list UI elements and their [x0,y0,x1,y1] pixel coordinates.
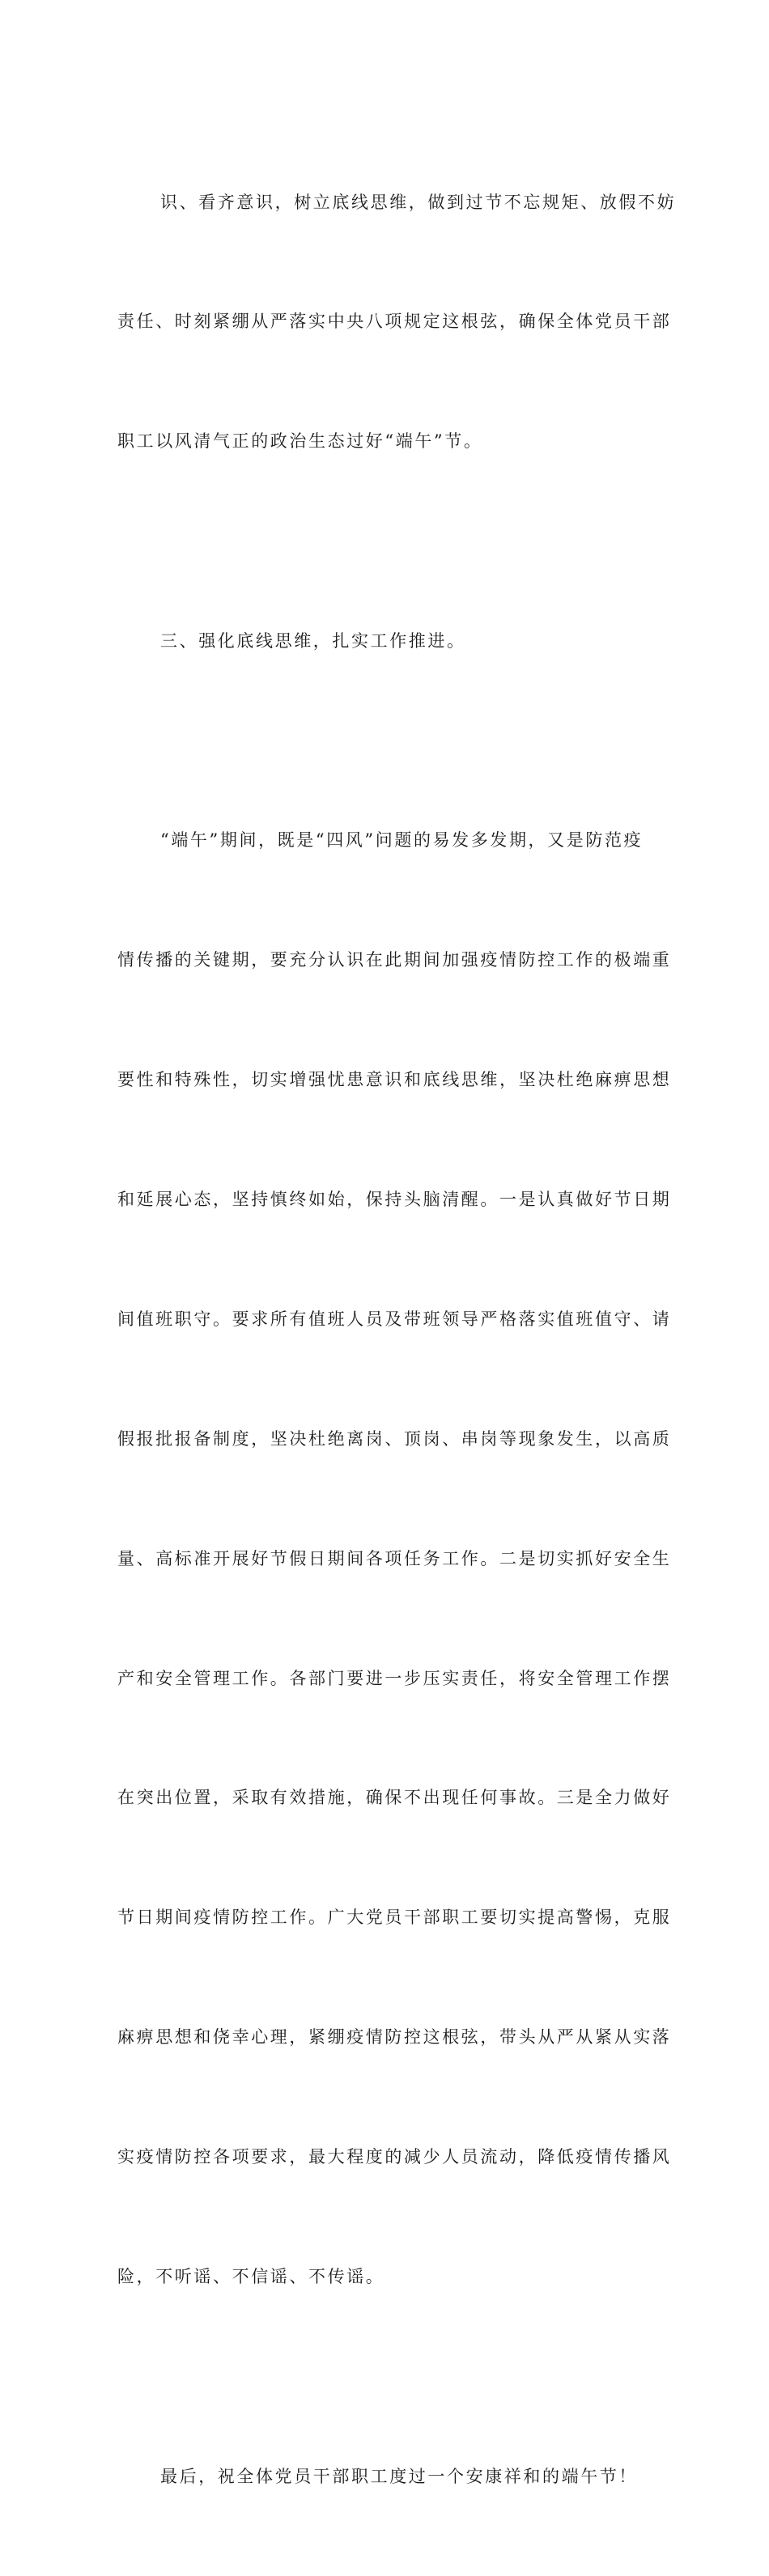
paragraph-body [117,741,672,2377]
text-line: 和延展心态，坚持慎终如始，保持头脑清醒。一是认真做好节日期 [117,1190,672,1210]
text-line: 职工以风清气正的政治生态过好“端午”节。 [117,431,483,452]
document-body [117,103,677,2576]
text-line: 险，不听谣、不信谣、不传谣。 [117,2267,385,2287]
text-line: 假报批报备制度，坚决杜绝离岗、顶岗、串岗等现象发生，以高质 [117,1428,672,1449]
section-heading [117,541,652,741]
closing-paragraph [117,2377,652,2576]
text-line: 责任、时刻紧绷从严落实中央八项规定这根弦，确保全体党员干部 [117,312,672,332]
text-line: 最后，祝全体党员干部职工度过一个安康祥和的端午节！ [160,2466,638,2486]
text-line: 识、看齐意识，树立底线思维，做到过节不忘规矩、放假不妨 [160,192,677,212]
text-line: 麻痹思想和侥幸心理，紧绷疫情防控这根弦，带头从严从紧从实落 [117,2027,672,2048]
paragraph-continuation [117,103,677,541]
text-line: 产和安全管理工作。各部门要进一步压实责任，将安全管理工作摆 [117,1668,672,1688]
text-line: 节日期间疫情防控工作。广大党员干部职工要切实提高警惕，克服 [117,1908,672,1928]
text-line: 在突出位置，采取有效措施，确保不出现任何事故。三是全力做好 [117,1788,672,1808]
text-line: 情传播的关键期，要充分认识在此期间加强疫情防控工作的极端重 [117,950,672,970]
text-line: 实疫情防控各项要求，最大程度的减少人员流动，降低疫情传播风 [117,2147,672,2167]
text-line: 量、高标准开展好节假日期间各项任务工作。二是切实抓好安全生 [117,1548,672,1568]
text-line: “端午”期间，既是“四风”问题的易发多发期，又是防范疫 [160,830,644,851]
text-line: 三、强化底线思维，扎实工作推进。 [160,630,466,651]
text-line: 间值班职守。要求所有值班人员及带班领导严格落实值班值守、请 [117,1309,672,1329]
text-line: 要性和特殊性，切实增强忧患意识和底线思维，坚决杜绝麻痹思想 [117,1070,672,1090]
